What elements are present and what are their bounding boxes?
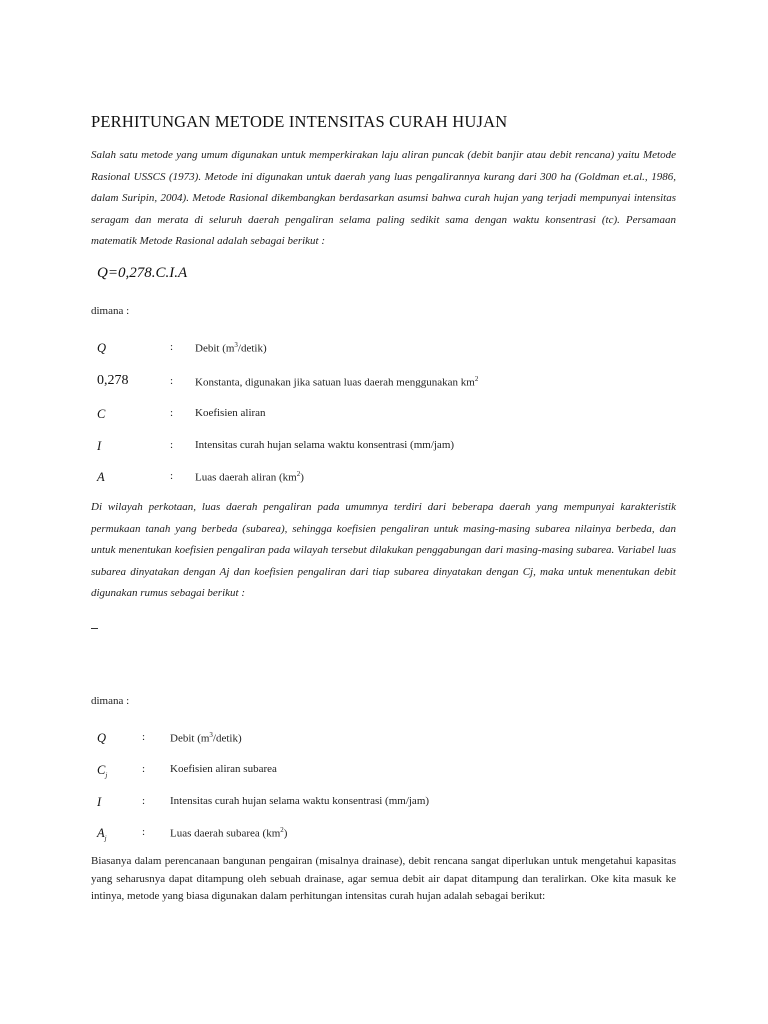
- variable-row-q: [0, 731, 768, 751]
- where-label: dimana :: [91, 695, 130, 707]
- variable-symbol: $A_j$: [97, 826, 107, 843]
- formula-placeholder-dash: [91, 628, 98, 629]
- variable-row-aj: [0, 826, 768, 846]
- variable-description: Koefisien aliran: [195, 407, 266, 419]
- variable-symbol: A: [97, 470, 105, 484]
- variable-description: Intensitas curah hujan selama waktu konsentrasi (mm/jam): [195, 439, 455, 451]
- page-title: PERHITUNGAN METODE INTENSITAS CURAH HUJAN: [91, 112, 508, 131]
- separator-colon: :: [170, 470, 174, 482]
- separator-colon: :: [170, 341, 174, 353]
- separator-colon: :: [170, 439, 174, 451]
- variable-symbol: $C_j$: [97, 763, 108, 780]
- variable-description: Konstanta, digunakan jika satuan luas daerah menggunakan $km^2$: [195, 375, 479, 389]
- variable-row-cj: [0, 763, 768, 783]
- intro-paragraph: Salah satu metode yang umum digunakan untuk memperkirakan laju aliran puncak (debit banjir atau debit rencana) yaitu Metode Rasional USSCS (1973). Metode ini digunakan untuk daerah yang luas pengalirannya kurang dari 300 ha (Goldman et.al., 1986, dalam Suripin, 2004). Metode Rasional dikembangkan berdasarkan asumsi bahwa curah hujan yang terjadi mempunyai intensitas seragam dan merata di seluruh daerah pengaliran selama paling sedikit sama dengan waktu konsentrasi (tc). Persamaan matematik Metode Rasional adalah sebagai berikut :: [91, 149, 676, 247]
- subarea-paragraph: Di wilayah perkotaan, luas daerah pengaliran pada umumnya terdiri dari beberapa daerah yang mempunyai karakteristik permukaan tanah yang berbeda (subarea), sehingga koefisien pengaliran untuk masing-masing subarea nilainya berbeda, dan untuk menentukan koefisien pengaliran pada wilayah tersebut dilakukan penggabungan dari masing-masing subarea. Variabel luas subarea dinyatakan dengan Aj dan koefisien pengaliran dari tiap subarea dinyatakan dengan Cj, maka untuk menentukan debit digunakan rumus sebagai berikut :: [91, 501, 676, 599]
- variable-symbol: I: [97, 795, 102, 809]
- separator-colon: :: [142, 795, 146, 807]
- variable-row-i: [0, 795, 768, 815]
- variable-description: Debit $(m^3/detik)$: [170, 731, 242, 745]
- separator-colon: :: [142, 763, 146, 775]
- separator-colon: :: [142, 731, 146, 743]
- variable-description: Debit $(m^3/detik)$: [195, 341, 267, 355]
- variable-symbol: Q: [97, 341, 107, 355]
- variable-symbol: I: [97, 439, 102, 453]
- separator-colon: :: [170, 375, 174, 387]
- separator-colon: :: [142, 826, 146, 838]
- variable-row-q: [0, 341, 768, 361]
- separator-colon: :: [170, 407, 174, 419]
- variable-row-a: [0, 470, 768, 490]
- closing-paragraph: Biasanya dalam perencanaan bangunan pengairan (misalnya drainase), debit rencana sangat diperlukan untuk mengetahui kapasitas yang seharusnya dapat ditampung oleh sebuah drainase, agar semua debit air dapat ditampung dan teralirkan. Oke kita masuk ke intinya, metode yang biasa digunakan dalam perhitungan intensitas curah hujan adalah sebagai berikut:: [91, 855, 676, 902]
- variable-symbol: 0,278: [97, 373, 129, 388]
- variable-symbol: Q: [97, 731, 107, 745]
- rational-formula: Q=0,278.C.I.A: [97, 265, 188, 281]
- variable-symbol: C: [97, 407, 106, 421]
- variable-row-c: [0, 407, 768, 427]
- variable-description: Intensitas curah hujan selama waktu konsentrasi (mm/jam): [170, 795, 430, 807]
- where-label: dimana :: [91, 305, 130, 317]
- variable-description: Luas daerah aliran $(km^2)$: [195, 470, 304, 484]
- variable-description: Luas daerah subarea $(km^2)$: [170, 826, 288, 840]
- variable-description: Koefisien aliran subarea: [170, 763, 277, 775]
- variable-row-i: [0, 439, 768, 459]
- variable-row-constant: [0, 373, 768, 393]
